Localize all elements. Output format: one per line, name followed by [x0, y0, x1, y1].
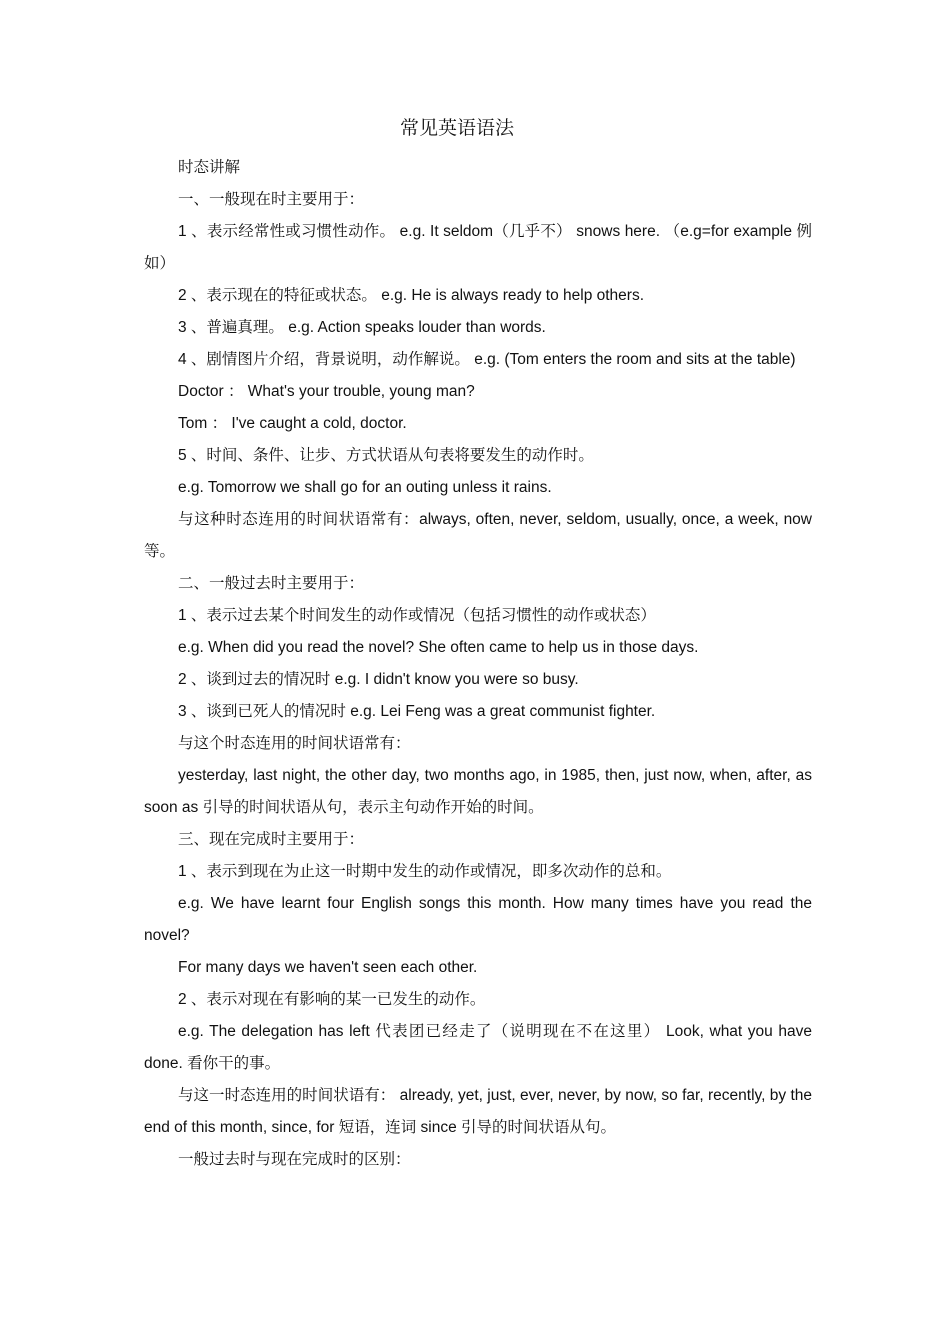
- section-heading: 二、一般过去时主要用于：: [178, 575, 365, 592]
- paragraph: 与这一时态连用的时间状语有： already, yet, just, ever, never, by now, so far, recently, by the end of this month, since, for 短语，连词 since 引导的时间状语从句。: [144, 1087, 812, 1136]
- paragraph: 与这种时态连用的时间状语常有：always, often, never, seldom, usually, once, a week, now 等。: [144, 511, 812, 560]
- paragraph: 与这个时态连用的时间状语常有：: [178, 735, 411, 752]
- paragraph: 1 、表示过去某个时间发生的动作或情况（包括习惯性的动作或状态）: [178, 607, 656, 624]
- section-heading: 三、现在完成时主要用于：: [178, 831, 365, 848]
- paragraph: 2 、表示对现在有影响的某一已发生的动作。: [178, 991, 486, 1008]
- paragraph: e.g. We have learnt four English songs this month. How many times have you read the novel?: [144, 895, 812, 944]
- paragraph: Doctor ： What's your trouble, young man?: [178, 383, 475, 400]
- paragraph: 3 、谈到已死人的情况时 e.g. Lei Feng was a great communist fighter.: [178, 703, 656, 720]
- page-title: 常见英语语法: [399, 117, 514, 139]
- document-body: [144, 152, 812, 1176]
- section-heading: 时态讲解: [178, 159, 241, 176]
- section-heading: 一、一般现在时主要用于：: [178, 191, 365, 208]
- paragraph: 4 、剧情图片介绍，背景说明，动作解说。 e.g. (Tom enters the room and sits at the table): [178, 351, 796, 368]
- paragraph: 5 、时间、条件、让步、方式状语从句表将要发生的动作时。: [178, 447, 594, 464]
- paragraph: 1 、表示到现在为止这一时期中发生的动作或情况，即多次动作的总和。: [178, 863, 672, 880]
- paragraph: e.g. When did you read the novel? She often came to help us in those days.: [178, 639, 699, 656]
- paragraph: 2 、谈到过去的情况时 e.g. I didn't know you were so busy.: [178, 671, 579, 688]
- paragraph: 一般过去时与现在完成时的区别：: [178, 1151, 411, 1168]
- paragraph: For many days we haven't seen each other.: [178, 959, 478, 976]
- paragraph: 2 、表示现在的特征或状态。 e.g. He is always ready to help others.: [178, 287, 645, 304]
- paragraph: e.g. Tomorrow we shall go for an outing unless it rains.: [178, 479, 552, 496]
- paragraph: yesterday, last night, the other day, two months ago, in 1985, then, just now, when, after, as soon as 引导的时间状语从句，表示主句动作开始的时间。: [144, 767, 812, 816]
- paragraph: Tom ： I've caught a cold, doctor.: [178, 415, 407, 432]
- paragraph: e.g. The delegation has left 代表团已经走了（说明现在不在这里） Look, what you have done. 看你干的事。: [144, 1023, 812, 1072]
- paragraph: 3 、普遍真理。 e.g. Action speaks louder than words.: [178, 319, 546, 336]
- paragraph: 1 、表示经常性或习惯性动作。 e.g. It seldom（几乎不） snows here. （e.g=for example 例如）: [144, 223, 812, 272]
